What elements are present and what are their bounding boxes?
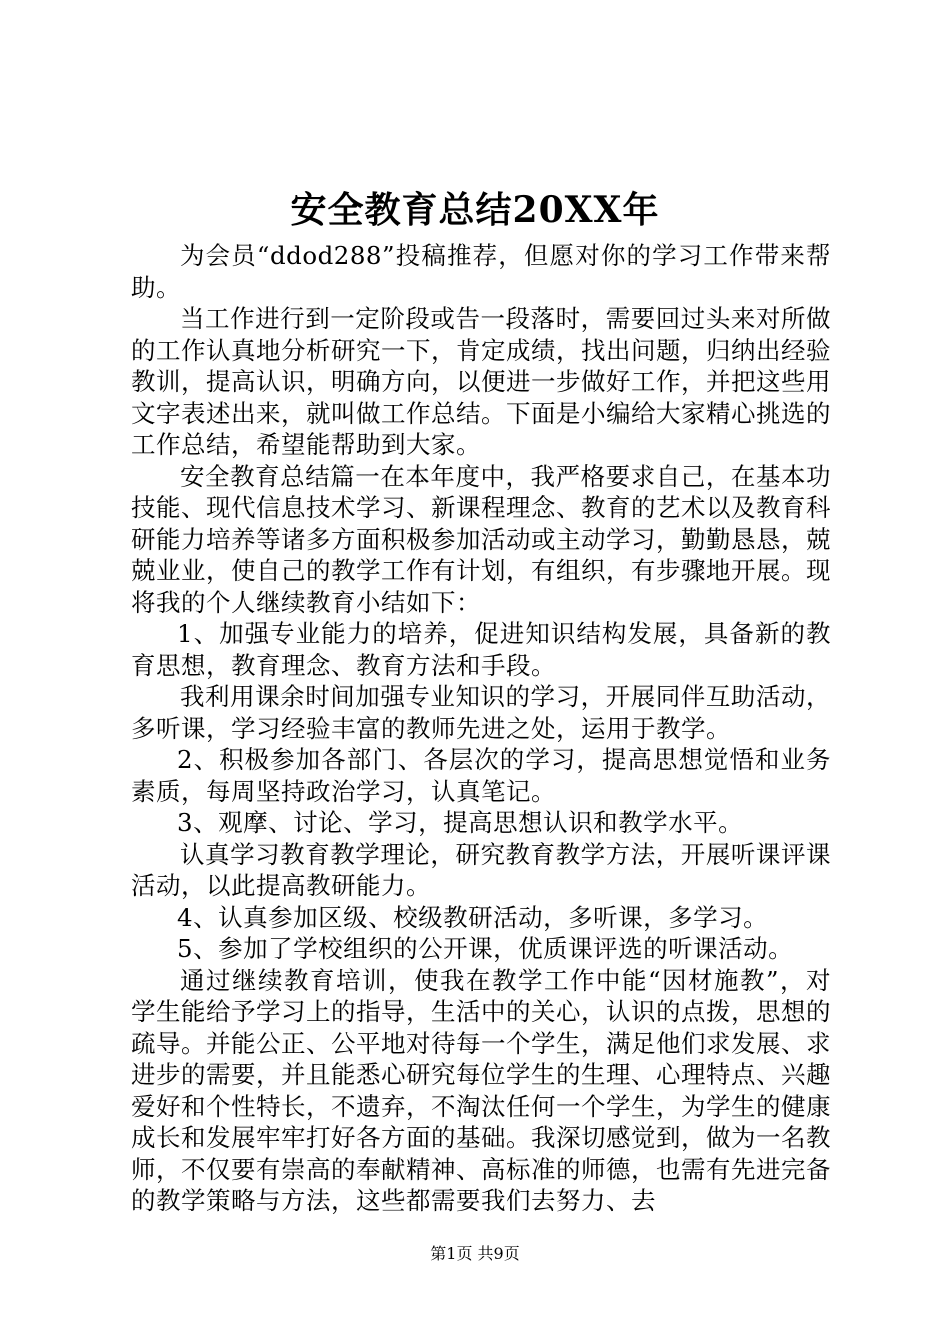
- document-title: 安全教育总结20XX年: [290, 189, 660, 231]
- paragraph-theory: 认真学习教育教学理论，研究教育教学方法，开展听课评课活动，以此提高教研能力。: [131, 839, 831, 900]
- paragraph-item-4: 4、认真参加区级、校级教研活动，多听课，多学习。: [177, 902, 769, 932]
- page-number-footer: 第1页 共9页: [430, 1244, 520, 1263]
- paragraph-item-1: 1、加强专业能力的培养，促进知识结构发展，具备新的教育思想，教育理念、教育方法和手段。: [131, 619, 831, 680]
- paragraph-item-2: 2、积极参加各部门、各层次的学习，提高思想觉悟和业务素质，每周坚持政治学习，认真笔记。: [131, 745, 831, 806]
- paragraph-intro: 为会员“ddod288”投稿推荐，但愿对你的学习工作带来帮助。: [131, 241, 831, 302]
- paragraph-summary-purpose: 当工作进行到一定阶段或告一段落时，需要回过头来对所做的工作认真地分析研究一下，肯定成绩，找出问题，归纳出经验教训，提高认识，明确方向，以便进一步做好工作，并把这些用文字表述出来，就叫做工作总结。下面是小编给大家精心挑选的工作总结，希望能帮助到大家。: [131, 304, 831, 459]
- paragraph-summary-one: 安全教育总结篇一在本年度中，我严格要求自己，在基本功技能、现代信息技术学习、新课程理念、教育的艺术以及教育科研能力培养等诸多方面积极参加活动或主动学习，勤勤恳恳，兢兢业业，使自己的教学工作有计划，有组织，有步骤地开展。现将我的个人继续教育小结如下：: [131, 461, 831, 617]
- paragraph-item-3: 3、观摩、讨论、学习，提高思想认识和教学水平。: [177, 808, 744, 837]
- paragraph-item-5: 5、参加了学校组织的公开课，优质课评选的听课活动。: [177, 934, 794, 963]
- paragraph-training: 通过继续教育培训，使我在教学工作中能“因材施教”，对学生能给予学习上的指导，生活中的关心，认识的点拨，思想的疏导。并能公正、公平地对待每一个学生，满足他们求发展、求进步的需要，并且能悉心研究每位学生的生理、心理特点、兴趣爱好和个性特长，不遗弃，不淘汰任何一个学生，为学生的健康成长和发展牢牢打好各方面的基础。我深切感觉到，做为一名教师，不仅要有崇高的奉献精神、高标准的师德，也需有先进完备的教学策略与方法，这些都需要我们去努力、去: [131, 965, 831, 1215]
- document-body: [131, 240, 831, 1217]
- paragraph-study-time: 我利用课余时间加强专业知识的学习，开展同伴互助活动，多听课，学习经验丰富的教师先进之处，运用于教学。: [131, 682, 831, 743]
